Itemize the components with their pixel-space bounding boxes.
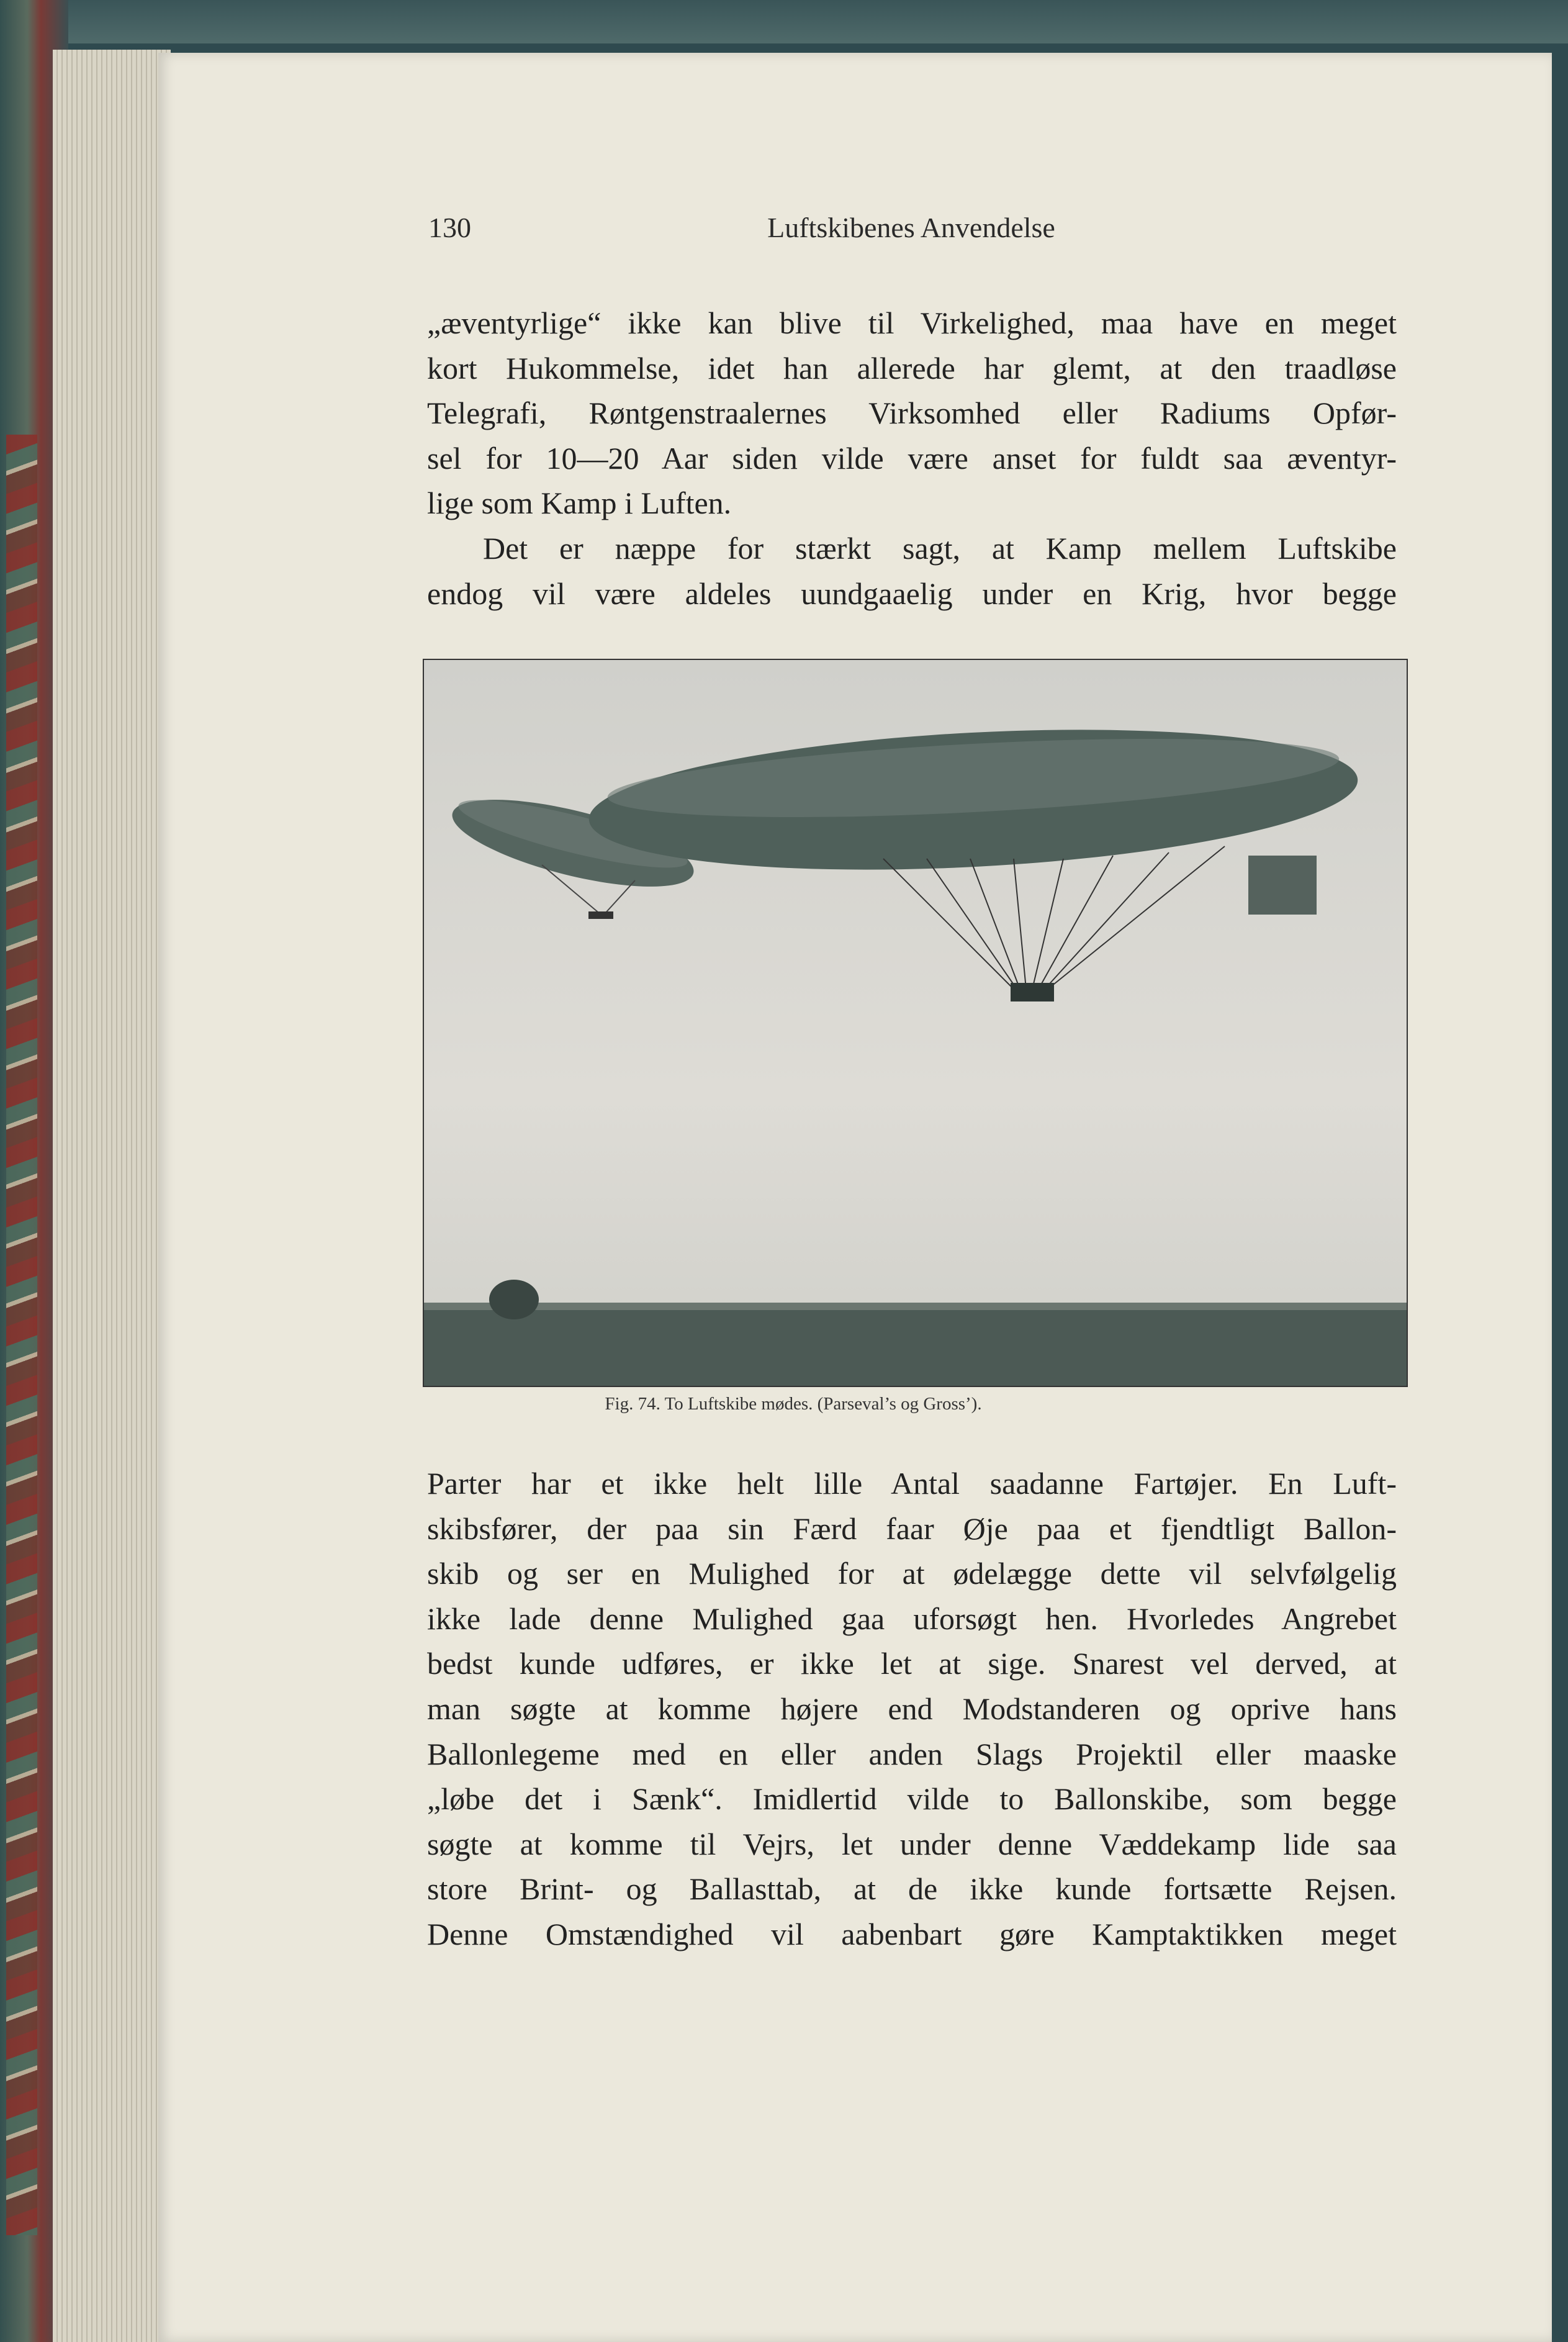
figure-caption: Fig. 74. To Luftskibe mødes. (Parseval’s og Gross’). — [605, 1394, 982, 1414]
text-line: kort Hukommelse, idet han allerede har glemt, at den traadløse — [427, 350, 1397, 386]
page-stack-edge — [53, 50, 171, 2342]
paragraph-top — [427, 301, 1397, 616]
text-line: „løbe det i Sænk“. Imidlertid vilde to Ballonskibe, som begge — [427, 1781, 1397, 1817]
marbled-edge — [6, 435, 37, 2235]
text-line: Parter har et ikke helt lille Antal saadanne Fartøjer. En Luft- — [427, 1466, 1397, 1501]
paragraph-bottom — [427, 1461, 1397, 1957]
text-line: søgte at komme til Vejrs, let under denne Væddekamp lide saa — [427, 1826, 1397, 1861]
ground — [424, 1303, 1407, 1386]
running-title: Luftskibenes Anvendelse — [767, 212, 1055, 243]
text-line: endog vil være aldeles uundgaaelig under en Krig, hvor begge — [427, 576, 1397, 611]
text-line: Telegrafi, Røntgenstraalernes Virksomhed eller Radiums Opfør- — [427, 396, 1397, 431]
text-line: skib og ser en Mulighed for at ødelægge dette vil selvfølgelig — [427, 1556, 1397, 1591]
text-line: sel for 10—20 Aar siden vilde være anset for fuldt saa æventyr- — [427, 440, 1397, 476]
airship-photograph — [423, 659, 1408, 1387]
page-number: 130 — [428, 212, 471, 243]
text-line: Ballonlegeme med en eller anden Slags Projektil eller maaske — [427, 1736, 1397, 1771]
text-line: Denne Omstændighed vil aabenbart gøre Kamptaktikken meget — [427, 1916, 1397, 1951]
text-line: lige som Kamp i Luften. — [427, 486, 732, 521]
text-line: Det er næppe for stærkt sagt, at Kamp mellem Luftskibe — [483, 530, 1397, 566]
text-line: man søgte at komme højere end Modstanderen og oprive hans — [427, 1691, 1397, 1726]
text-line: store Brint- og Ballasttab, at de ikke kunde fortsætte Rejsen. — [427, 1871, 1397, 1907]
text-line: ikke lade denne Mulighed gaa uforsøgt hen. Hvorledes Angrebet — [427, 1601, 1397, 1636]
large-airship — [585, 713, 1361, 1001]
text-line: skibsfører, der paa sin Færd faar Øje paa et fjendtligt Ballon- — [427, 1511, 1397, 1546]
text-line: „æventyrlige“ ikke kan blive til Virkelighed, maa have en meget — [427, 305, 1397, 340]
book-cover-top — [0, 0, 1568, 43]
text-line: bedst kunde udføres, er ikke let at sige. Snarest vel derved, at — [427, 1646, 1397, 1681]
tree — [489, 1280, 539, 1319]
airships-illustration — [424, 660, 1407, 1386]
